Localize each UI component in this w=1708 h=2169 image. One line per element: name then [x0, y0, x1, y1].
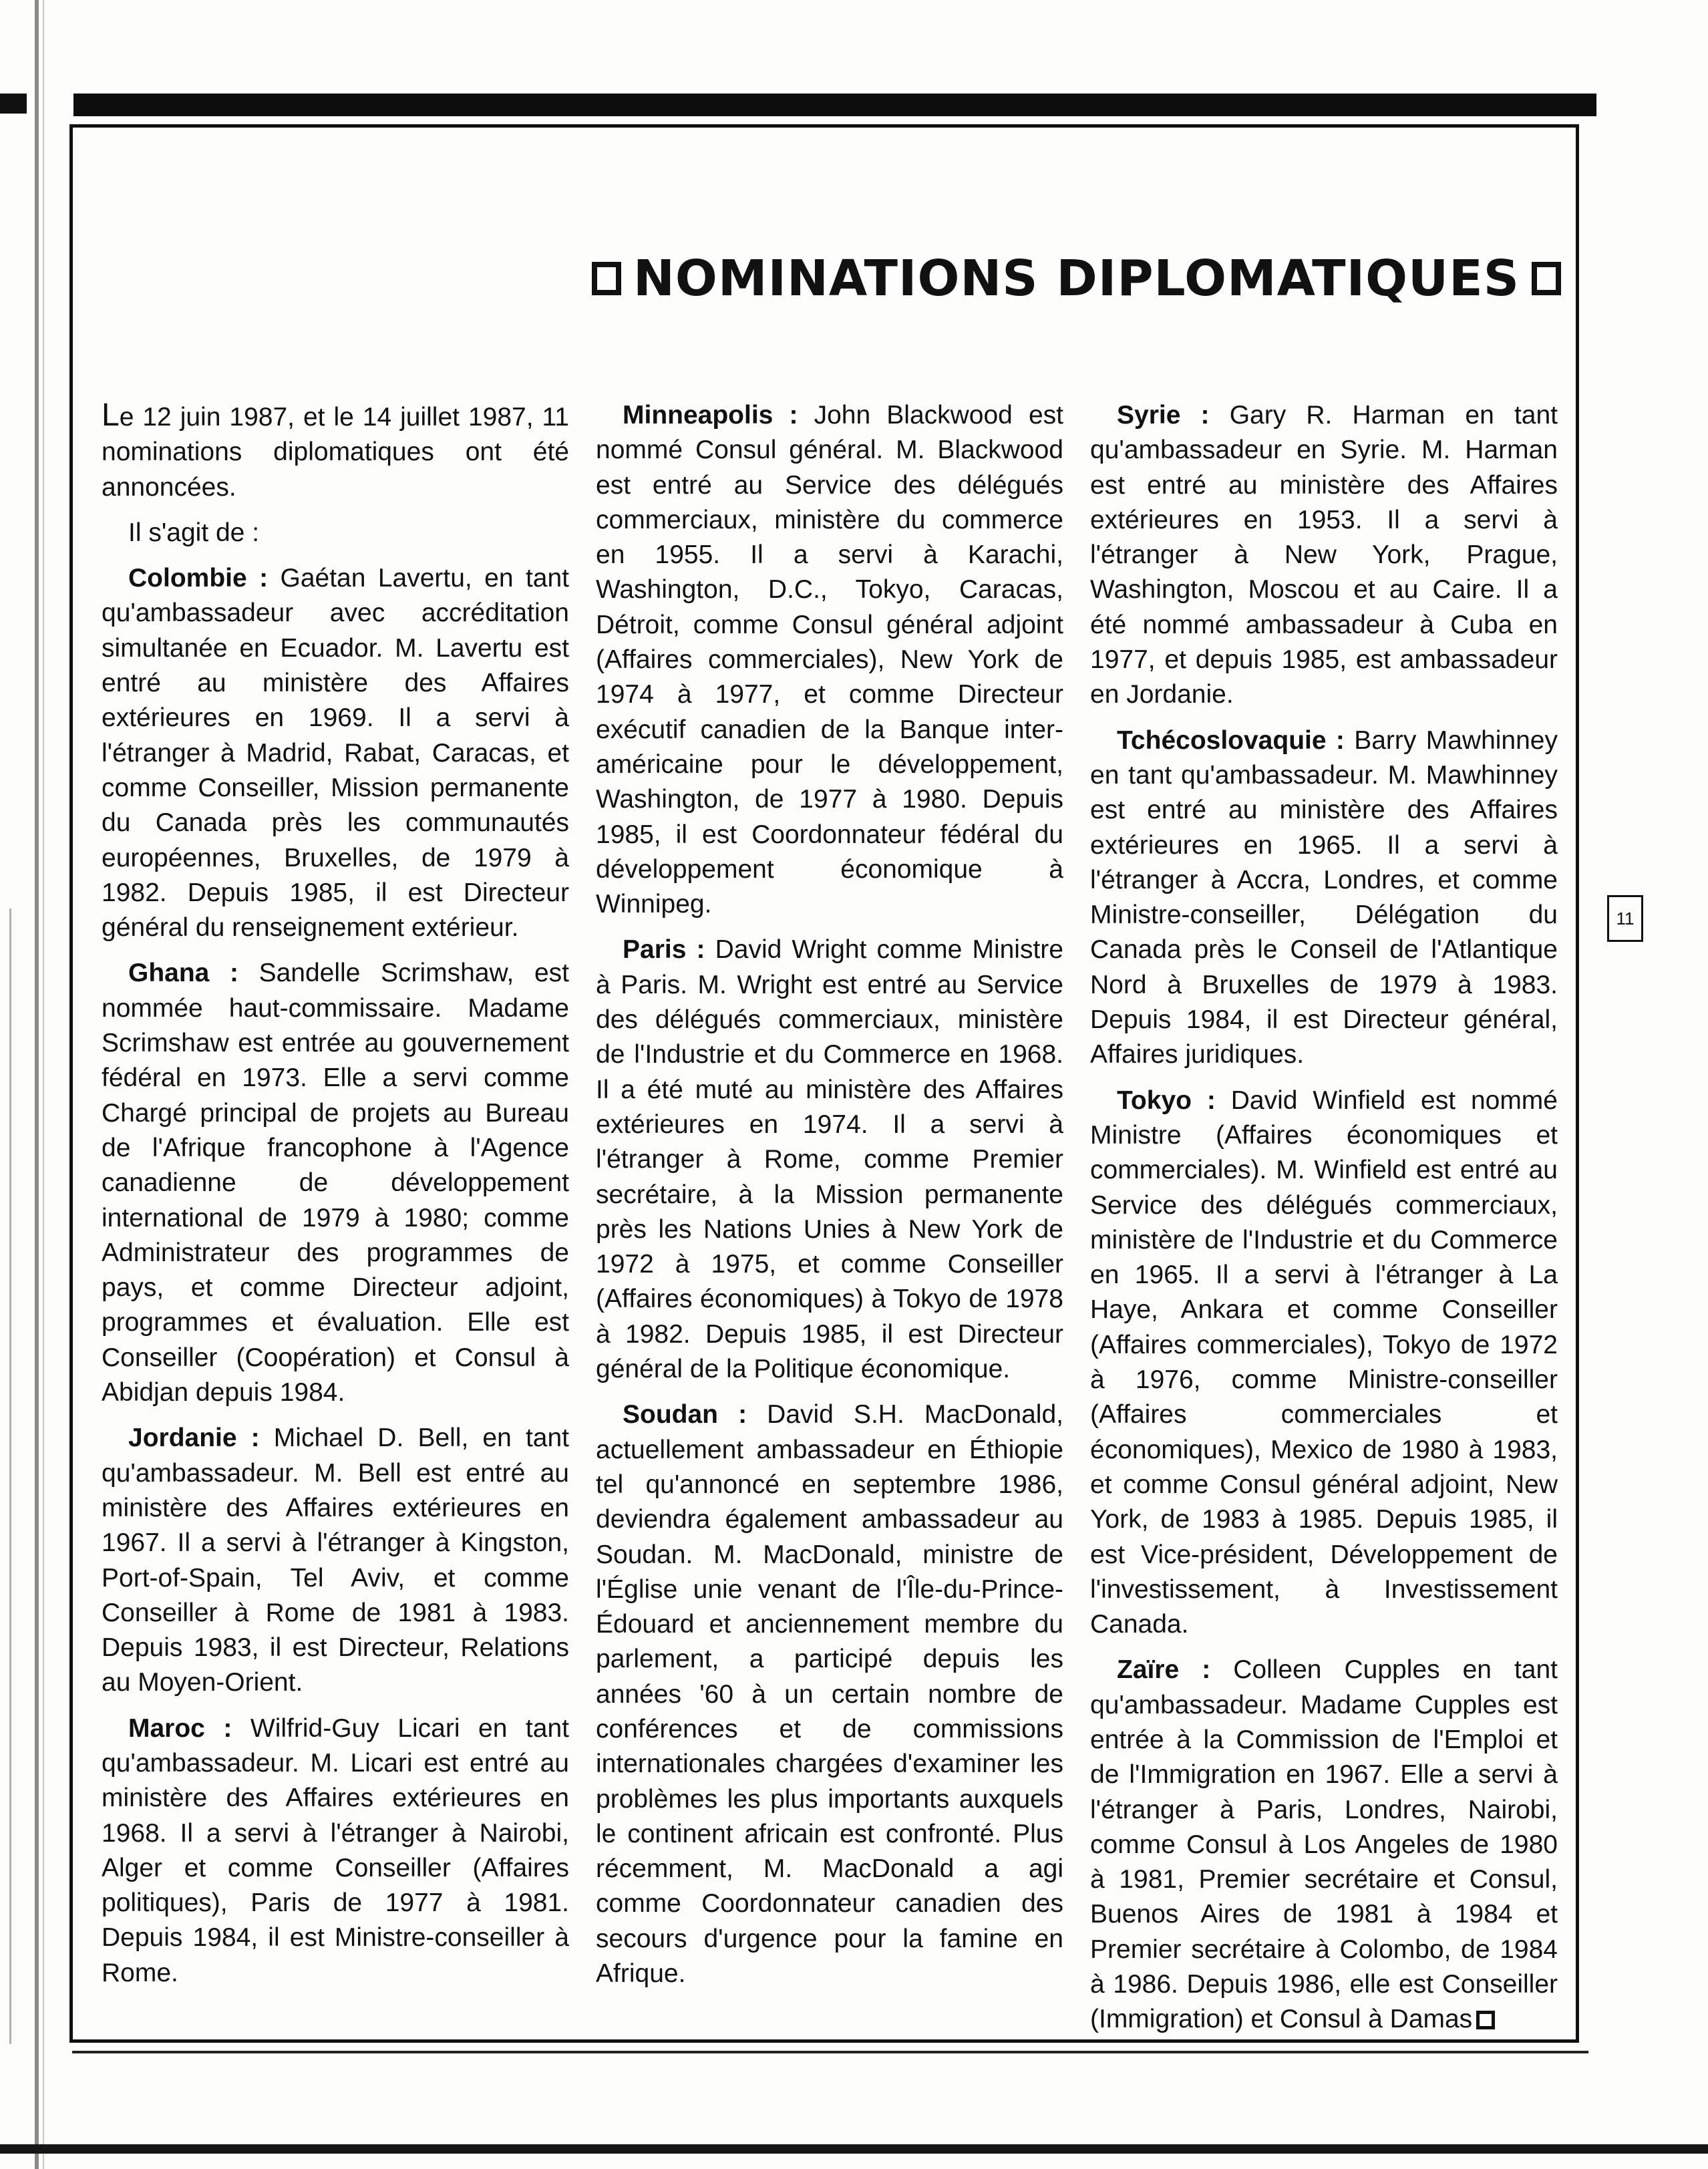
end-square-icon — [1476, 2011, 1495, 2029]
entry-paris — [596, 933, 1063, 1387]
entry-country: Colombie : — [128, 564, 269, 593]
entry-text: Michael D. Bell, en tant qu'ambassadeur. M. Bell est entré au ministère des Affaires extérieures en 1967. Il a servi à l'étranger à Kingston, Port-of-Spain, Tel Aviv, et comme Conseiller à Rome de 1981 à 1983. Depuis 1983, il est Directeur, Relations au Moyen-Orient. — [102, 1424, 569, 1697]
column-3 — [1090, 398, 1558, 2048]
entry-country: Minneapolis : — [623, 401, 798, 430]
entry-ghana — [102, 956, 569, 1410]
square-bullet-icon — [592, 262, 621, 295]
bottom-rule — [0, 2144, 1708, 2154]
entry-country: Tchécoslovaquie : — [1117, 725, 1345, 755]
entry-country: Maroc : — [128, 1713, 232, 1743]
intro-initial: L — [102, 397, 120, 433]
entry-syrie — [1090, 398, 1558, 713]
entry-maroc — [102, 1711, 569, 1991]
entry-country: Soudan : — [623, 1400, 747, 1430]
entry-country: Syrie : — [1117, 401, 1210, 430]
entry-minneapolis — [596, 398, 1063, 922]
page-title — [592, 250, 1561, 307]
intro-text: e 12 juin 1987, et le 14 juillet 1987, 11 nominations diplomatiques ont été annoncées. — [102, 403, 569, 502]
scan-left-edge-line — [43, 0, 44, 2169]
entry-tokyo — [1090, 1083, 1558, 1643]
intro-paragraph — [102, 398, 569, 505]
entry-text: Colleen Cupples en tant qu'ambassadeur. Madame Cupples est entrée à la Commission de l'Emploi et de l'Immigration en 1967. Elle a servi à l'étranger à Paris, Londres, Nairobi, comme Consul à Los Angeles de 1980 à 1981, Premier secrétaire et Consul, Buenos Aires de 1981 à 1984 et Premier secrétaire à Colombo, de 1984 à 1986. Depuis 1986, elle est Conseiller (Immigration) et Consul à Damas — [1090, 1655, 1558, 2034]
entry-tchecoslovaquie — [1090, 723, 1558, 1073]
entry-text: Barry Mawhinney en tant qu'ambassadeur. M. Mawhinney est entré au ministère des Affaires extérieures en 1965. Il a servi à l'étranger à Accra, Londres, et comme Ministre-conseiller, Délégation du Canada près le Conseil de l'Atlantique Nord à Bruxelles de 1979 à 1983. Depuis 1984, il est Directeur général, Affaires juridiques. — [1090, 725, 1558, 1069]
column-2 — [596, 398, 1063, 2002]
page-number: 11 — [1607, 895, 1643, 942]
column-1 — [102, 398, 569, 2001]
entry-country: Ghana : — [128, 959, 238, 988]
entry-zaire — [1090, 1653, 1558, 2037]
frame-shadow-rule — [72, 2051, 1588, 2053]
entry-text: John Blackwood est nommé Consul général. M. Blackwood est entré au Service des délégués commerciaux, ministère du commerce en 1955. Il a servi à Karachi, Washington, D.C., Tokyo, Caracas, Détroit, comme Consul général adjoint (Affaires commerciales), New York de 1974 à 1977, et comme Directeur exécutif canadien de la Banque inter-américaine pour le développement, Washington, de 1977 à 1980. Depuis 1985, il est Coordonnateur fédéral du développement économique à Winnipeg. — [596, 401, 1064, 919]
intro-lead-in: Il s'agit de : — [128, 518, 260, 547]
entry-soudan — [596, 1397, 1063, 1991]
page-title-text: NOMINATIONS DIPLOMATIQUES — [633, 250, 1520, 307]
scan-left-edge — [35, 0, 39, 2169]
entry-colombie — [102, 561, 569, 945]
entry-text: Gary R. Harman en tant qu'ambassadeur en Syrie. M. Harman est entré au ministère des Affaires extérieures en 1953. Il a servi à l'étranger à New York, Prague, Washington, Moscou et au Caire. Il a été nommé ambassadeur à Cuba en 1977, et depuis 1985, est ambassadeur en Jordanie. — [1090, 401, 1558, 709]
entry-country: Jordanie : — [128, 1424, 260, 1453]
top-rule — [73, 94, 1596, 116]
entry-text: David S.H. MacDonald, actuellement ambassadeur en Éthiopie tel qu'annoncé en septembre 1986, deviendra également ambassadeur au Soudan. M. MacDonald, ministre de l'Église unie venant de l'Île-du-Prince-Édouard et anciennement membre du parlement, a participé depuis les années '60 à un certain nombre de conférences et de commissions internationales chargées d'examiner les problèmes les plus importants auxquels le continent africain est confronté. Plus récemment, M. MacDonald a agi comme Coordonnateur canadien des secours d'urgence pour la famine en Afrique. — [596, 1400, 1063, 1989]
entry-country: Paris : — [623, 935, 705, 965]
scan-mark — [0, 94, 27, 114]
entry-country: Zaïre : — [1117, 1655, 1211, 1685]
entry-jordanie — [102, 1421, 569, 1700]
entry-text: Sandelle Scrimshaw, est nommée haut-commissaire. Madame Scrimshaw est entrée au gouvernement fédéral en 1973. Elle a servi comme Chargé principal de projets au Bureau de l'Afrique francophone à l'Agence canadienne de développement international de 1979 à 1980; comme Administrateur des programmes de pays, et comme Directeur adjoint, programmes et évaluation. Elle est Conseiller (Coopération) et Consul à Abidjan depuis 1984. — [102, 959, 570, 1407]
entry-text: David Winfield est nommé Ministre (Affaires économiques et commerciales). M. Winfield est entré au Service des délégués commerciaux, ministère de l'Industrie et du Commerce en 1965. Il a servi à l'étranger à La Haye, Ankara et comme Conseiller (Affaires commerciales), Tokyo de 1972 à 1976, comme Ministre-conseiller (Affaires commerciales et économiques), Mexico de 1980 à 1983, et comme Consul général adjoint, New York, de 1983 à 1985. Depuis 1985, il est Vice-président, Développement de l'investissement, à Investissement Canada. — [1090, 1086, 1558, 1639]
entry-country: Tokyo : — [1117, 1086, 1216, 1115]
entry-text: Wilfrid-Guy Licari en tant qu'ambassadeur. M. Licari est entré au ministère des Affaires extérieures en 1968. Il a servi à l'étranger à Nairobi, Alger et comme Conseiller (Affaires politiques), Paris de 1977 à 1981. Depuis 1984, il est Ministre-conseiller à Rome. — [102, 1713, 569, 1987]
entry-text: Gaétan Lavertu, en tant qu'ambassadeur avec accréditation simultanée en Ecuador. M. Lavertu est entré au ministère des Affaires extérieures en 1969. Il a servi à l'étranger à Madrid, Rabat, Caracas, et comme Conseiller, Mission permanente du Canada près les communautés européennes, Bruxelles, de 1979 à 1982. Depuis 1985, il est Directeur général du renseignement extérieur. — [102, 564, 569, 943]
scan-binding-shadow — [0, 908, 11, 2044]
entry-text: David Wright comme Ministre à Paris. M. Wright est entré au Service des délégués commerciaux, ministère de l'Industrie et du Commerce en 1968. Il a été muté au ministère des Affaires extérieures en 1974. Il a servi à l'étranger à Rome, comme Premier secrétaire, à la Mission permanente près les Nations Unies à New York de 1972 à 1975, et comme Conseiller (Affaires économiques) à Tokyo de 1978 à 1982. Depuis 1985, il est Directeur général de la Politique économique. — [596, 935, 1063, 1384]
square-bullet-icon — [1532, 262, 1561, 295]
